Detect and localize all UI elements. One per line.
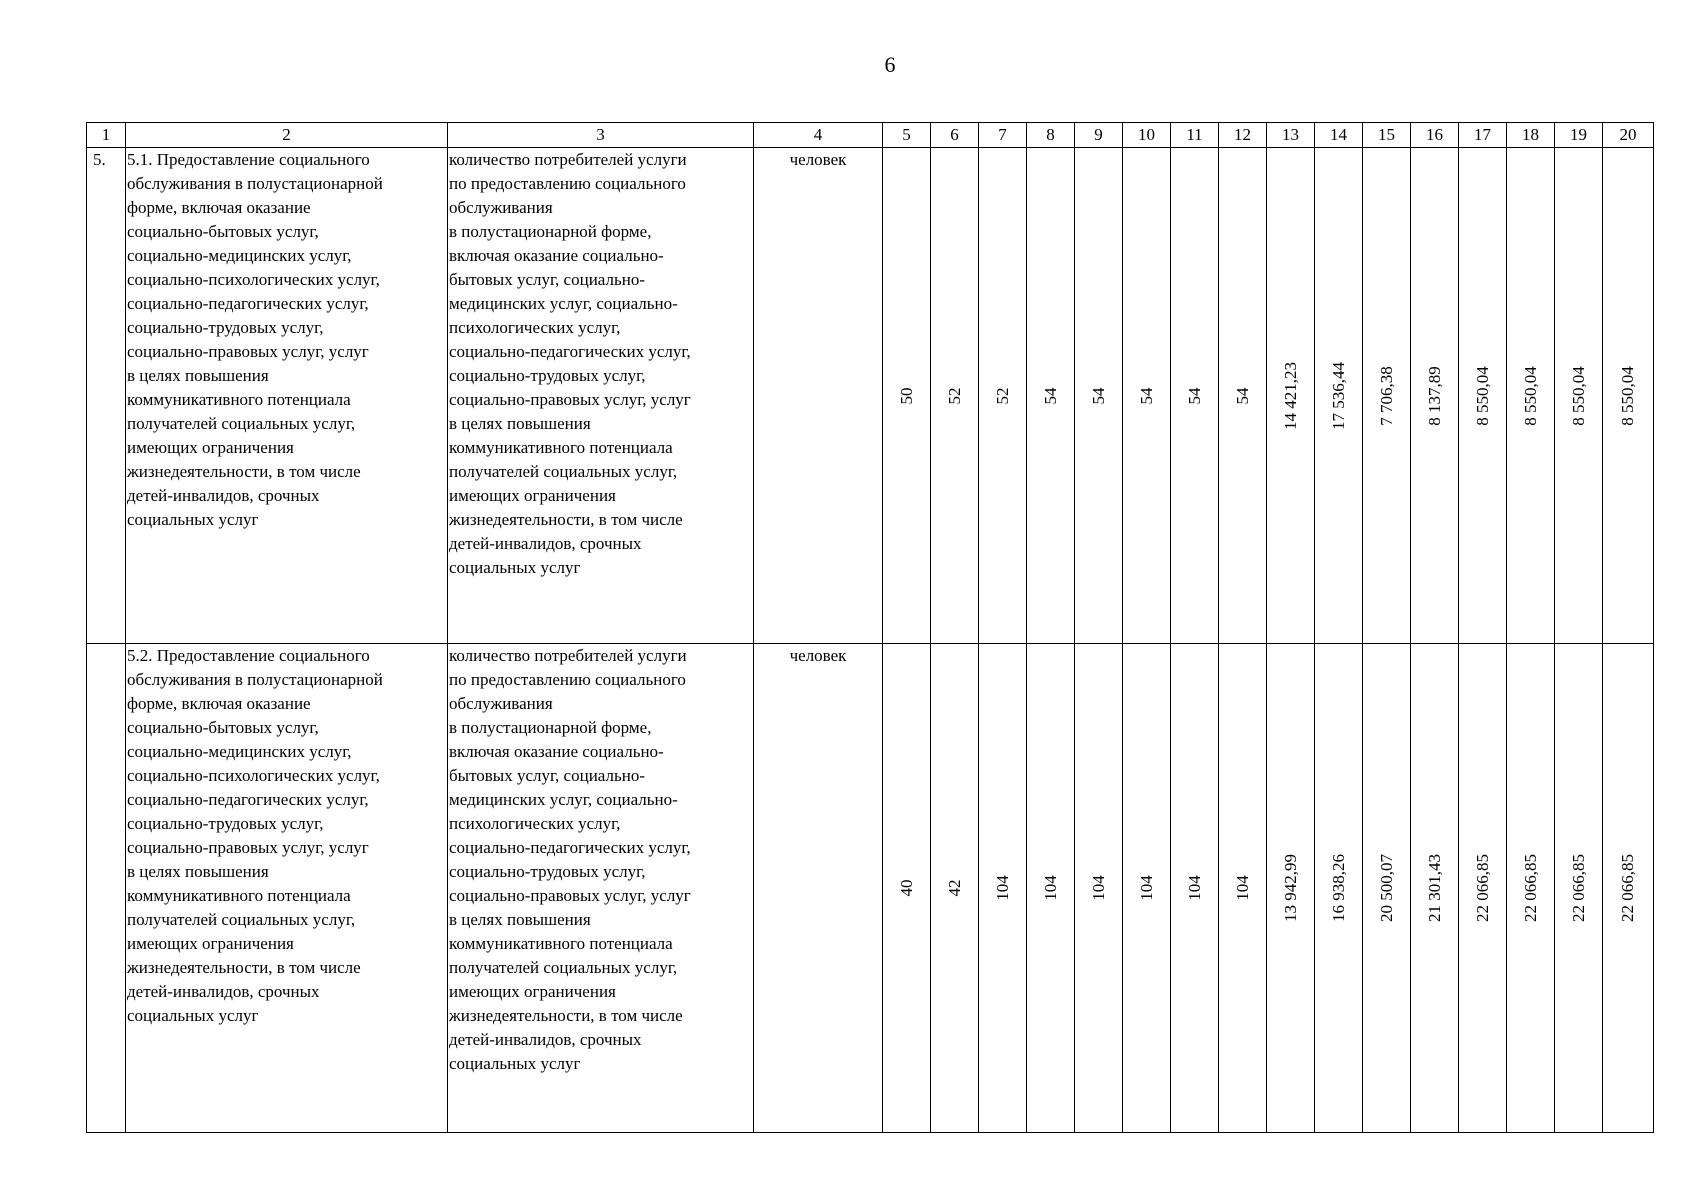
value-text: 104 [992, 875, 1012, 901]
table-header-row [87, 123, 1654, 148]
value-text: 22 066,85 [1472, 854, 1492, 922]
value-text: 21 301,43 [1424, 854, 1444, 922]
value-cell [1171, 644, 1219, 1133]
value-text: 54 [1136, 387, 1156, 404]
value-text: 8 550,04 [1520, 365, 1540, 426]
value-cell [1603, 148, 1654, 644]
header-cell: 4 [754, 123, 883, 148]
row-number: 5. [87, 148, 126, 644]
table-row [87, 148, 1654, 644]
unit-of-measure: человек [754, 148, 883, 644]
value-text: 104 [1040, 875, 1060, 901]
service-name: 5.2. Предоставление социального обслуживания в полустационарной форме, включая оказание социально-бытовых услуг, социально-медицинских услуг, социально-психологических услуг, социально-педагогических услуг, социально-трудовых услуг, социально-правовых услуг, услуг в целях повышения коммуникативного потенциала получателей социальных услуг, имеющих ограничения жизнедеятельности, в том числе детей-инвалидов, срочных социальных услуг [126, 644, 448, 1133]
header-cell: 8 [1027, 123, 1075, 148]
header-cell: 7 [979, 123, 1027, 148]
value-text: 22 066,85 [1618, 854, 1637, 922]
value-cell [883, 644, 931, 1133]
value-text: 16 938,26 [1328, 854, 1348, 922]
header-cell: 11 [1171, 123, 1219, 148]
value-text: 104 [1088, 875, 1108, 901]
value-text: 22 066,85 [1520, 854, 1540, 922]
value-cell [931, 148, 979, 644]
value-text: 13 942,99 [1280, 854, 1300, 922]
value-text: 8 550,04 [1618, 365, 1637, 426]
value-text: 14 421,23 [1280, 361, 1300, 430]
value-cell [979, 644, 1027, 1133]
value-text: 17 536,44 [1328, 361, 1348, 430]
header-cell: 15 [1363, 123, 1411, 148]
header-cell: 14 [1315, 123, 1363, 148]
value-cell [1075, 148, 1123, 644]
value-cell [1123, 644, 1171, 1133]
value-cell [1507, 148, 1555, 644]
value-cell [1219, 644, 1267, 1133]
header-cell: 19 [1555, 123, 1603, 148]
value-cell [1267, 148, 1315, 644]
indicator-name: количество потребителей услуги по предоставлению социального обслуживания в полустационарной форме, включая оказание социально- бытовых услуг, социально- медицинских услуг, социально- психологических услуг, социально-педагогических услуг, социально-трудовых услуг, социально-правовых услуг, услуг в целях повышения коммуникативного потенциала получателей социальных услуг, имеющих ограничения жизнедеятельности, в том числе детей-инвалидов, срочных социальных услуг [448, 148, 754, 644]
row-number [87, 644, 126, 1133]
value-cell [1267, 644, 1315, 1133]
value-text: 52 [944, 387, 964, 404]
value-cell [1459, 148, 1507, 644]
header-cell: 13 [1267, 123, 1315, 148]
header-cell: 2 [126, 123, 448, 148]
value-cell [1219, 148, 1267, 644]
value-text: 8 137,89 [1424, 365, 1444, 426]
value-cell [979, 148, 1027, 644]
header-cell: 20 [1603, 123, 1654, 148]
header-cell: 17 [1459, 123, 1507, 148]
value-cell [1507, 644, 1555, 1133]
value-text: 7 706,38 [1376, 365, 1396, 426]
value-cell [1555, 148, 1603, 644]
services-table [86, 122, 1654, 1133]
value-cell [1603, 644, 1654, 1133]
header-cell: 12 [1219, 123, 1267, 148]
unit-of-measure: человек [754, 644, 883, 1133]
value-text: 50 [896, 387, 916, 404]
header-cell: 1 [87, 123, 126, 148]
value-text: 104 [1232, 875, 1252, 901]
header-cell: 3 [448, 123, 754, 148]
service-name: 5.1. Предоставление социального обслуживания в полустационарной форме, включая оказание социально-бытовых услуг, социально-медицинских услуг, социально-психологических услуг, социально-педагогических услуг, социально-трудовых услуг, социально-правовых услуг, услуг в целях повышения коммуникативного потенциала получателей социальных услуг, имеющих ограничения жизнедеятельности, в том числе детей-инвалидов, срочных социальных услуг [126, 148, 448, 644]
value-text: 52 [992, 387, 1012, 404]
value-text: 54 [1088, 387, 1108, 404]
indicator-name: количество потребителей услуги по предоставлению социального обслуживания в полустационарной форме, включая оказание социально- бытовых услуг, социально- медицинских услуг, социально- психологических услуг, социально-педагогических услуг, социально-трудовых услуг, социально-правовых услуг, услуг в целях повышения коммуникативного потенциала получателей социальных услуг, имеющих ограничения жизнедеятельности, в том числе детей-инвалидов, срочных социальных услуг [448, 644, 754, 1133]
value-cell [1363, 644, 1411, 1133]
header-cell: 10 [1123, 123, 1171, 148]
value-cell [1027, 644, 1075, 1133]
value-cell [1555, 644, 1603, 1133]
value-text: 54 [1040, 387, 1060, 404]
value-cell [1363, 148, 1411, 644]
value-cell [1411, 148, 1459, 644]
value-cell [1315, 148, 1363, 644]
value-cell [1027, 148, 1075, 644]
value-cell [1171, 148, 1219, 644]
page-number: 6 [884, 52, 896, 77]
value-text: 22 066,85 [1568, 854, 1588, 922]
header-cell: 9 [1075, 123, 1123, 148]
value-cell [1459, 644, 1507, 1133]
value-text: 8 550,04 [1568, 365, 1588, 426]
value-cell [883, 148, 931, 644]
value-text: 104 [1184, 875, 1204, 901]
value-cell [1075, 644, 1123, 1133]
value-text: 8 550,04 [1472, 365, 1492, 426]
value-cell [1123, 148, 1171, 644]
value-cell [931, 644, 979, 1133]
value-text: 40 [896, 879, 916, 897]
value-text: 42 [944, 879, 964, 897]
value-text: 20 500,07 [1376, 854, 1396, 922]
value-cell [1411, 644, 1459, 1133]
value-text: 104 [1136, 875, 1156, 901]
header-cell: 16 [1411, 123, 1459, 148]
value-text: 54 [1232, 387, 1252, 404]
table-row [87, 644, 1654, 1133]
header-cell: 18 [1507, 123, 1555, 148]
header-cell: 6 [931, 123, 979, 148]
value-text: 54 [1184, 387, 1204, 404]
value-cell [1315, 644, 1363, 1133]
header-cell: 5 [883, 123, 931, 148]
